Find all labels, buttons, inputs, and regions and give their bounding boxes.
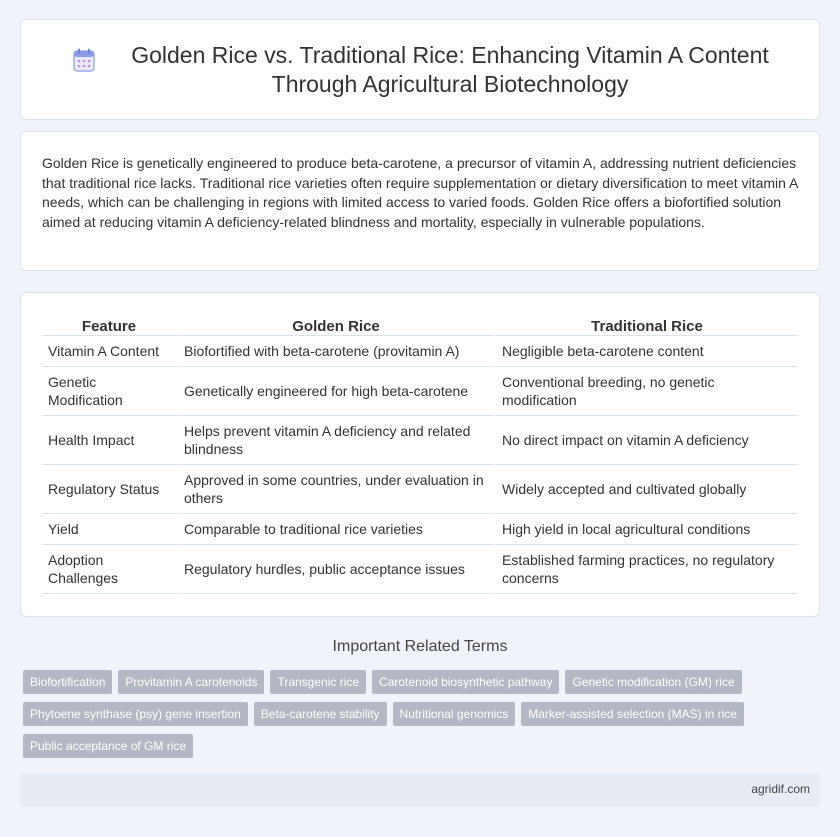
table-cell-golden-rice: Approved in some countries, under evaluation in others xyxy=(176,465,494,514)
table-row xyxy=(42,545,798,594)
table-cell-golden-rice: Helps prevent vitamin A deficiency and related blindness xyxy=(176,416,494,465)
table-cell-feature: Genetic Modification xyxy=(42,367,176,416)
page-title: Golden Rice vs. Traditional Rice: Enhancing Vitamin A Content Through Agricultural Biotechnology xyxy=(131,41,769,97)
table-header-row xyxy=(42,316,798,336)
table-cell-golden-rice: Genetically engineered for high beta-carotene xyxy=(176,367,494,416)
column-header-traditional-rice: Traditional Rice xyxy=(494,316,798,336)
table-row xyxy=(42,367,798,416)
table-row xyxy=(42,465,798,514)
intro-paragraph: Golden Rice is genetically engineered to produce beta-carotene, a precursor of vitamin A, addressing nutrient deficiencies that traditional rice lacks. Traditional rice varieties often require supplementation or dietary diversification to meet vitamin A needs, which can be challenging in regions with limited access to varied foods. Golden Rice offers a biofortified solution aimed at reducing vitamin A deficiency-related blindness and mortality, especially in vulnerable populations. xyxy=(42,155,798,230)
table-cell-traditional-rice: Established farming practices, no regulatory concerns xyxy=(494,545,798,594)
term-chip[interactable]: Provitamin A carotenoids xyxy=(118,670,264,694)
term-chip[interactable]: Transgenic rice xyxy=(270,670,366,694)
table-row xyxy=(42,514,798,545)
table-cell-traditional-rice: Negligible beta-carotene content xyxy=(494,336,798,367)
term-chip[interactable]: Genetic modification (GM) rice xyxy=(565,670,741,694)
comparison-table xyxy=(42,316,798,594)
term-chip[interactable]: Carotenoid biosynthetic pathway xyxy=(372,670,559,694)
table-row xyxy=(42,336,798,367)
related-terms-heading: Important Related Terms xyxy=(332,638,508,655)
table-cell-traditional-rice: No direct impact on vitamin A deficiency xyxy=(494,416,798,465)
table-cell-feature: Yield xyxy=(42,514,176,545)
term-chip[interactable]: Phytoene synthase (psy) gene insertion xyxy=(23,702,248,726)
table-cell-golden-rice: Comparable to traditional rice varieties xyxy=(176,514,494,545)
intro-card xyxy=(20,131,820,271)
footer-site-link[interactable]: agridif.com xyxy=(751,782,810,796)
table-cell-golden-rice: Regulatory hurdles, public acceptance issues xyxy=(176,545,494,594)
table-cell-feature: Vitamin A Content xyxy=(42,336,176,367)
table-row xyxy=(42,416,798,465)
comparison-table-card xyxy=(20,292,820,617)
term-chip[interactable]: Public acceptance of GM rice xyxy=(23,734,193,758)
column-header-feature: Feature xyxy=(42,316,176,336)
related-terms-list xyxy=(23,670,783,766)
term-chip[interactable]: Nutritional genomics xyxy=(393,702,516,726)
table-cell-traditional-rice: Conventional breeding, no genetic modification xyxy=(494,367,798,416)
header-card xyxy=(20,19,820,120)
term-chip[interactable]: Marker-assisted selection (MAS) in rice xyxy=(521,702,744,726)
term-chip[interactable]: Beta-carotene stability xyxy=(254,702,387,726)
column-header-golden-rice: Golden Rice xyxy=(176,316,494,336)
table-cell-traditional-rice: High yield in local agricultural conditions xyxy=(494,514,798,545)
table-cell-feature: Adoption Challenges xyxy=(42,545,176,594)
table-cell-feature: Health Impact xyxy=(42,416,176,465)
footer xyxy=(20,773,820,806)
term-chip[interactable]: Biofortification xyxy=(23,670,112,694)
table-cell-traditional-rice: Widely accepted and cultivated globally xyxy=(494,465,798,514)
table-cell-golden-rice: Biofortified with beta-carotene (provitamin A) xyxy=(176,336,494,367)
table-cell-feature: Regulatory Status xyxy=(42,465,176,514)
